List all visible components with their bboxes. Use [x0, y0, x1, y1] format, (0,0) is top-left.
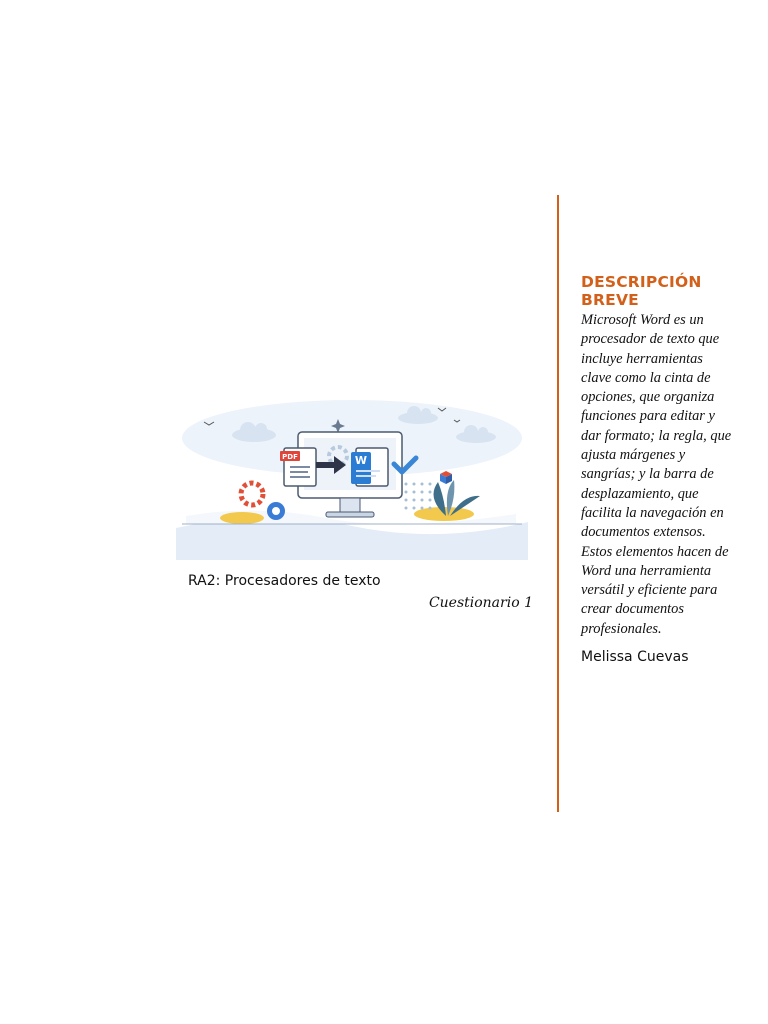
pdf-document-icon [280, 448, 316, 486]
gear-icon [241, 483, 263, 505]
svg-text:W: W [354, 454, 368, 467]
author-name: Melissa Cuevas [581, 649, 689, 666]
word-document-icon [351, 448, 388, 486]
cube-icon [440, 471, 452, 484]
cover-illustration [176, 398, 528, 560]
gear-icon [267, 502, 285, 520]
svg-text:PDF: PDF [282, 453, 298, 461]
sidebar-heading: DESCRIPCIÓN BREVE [581, 273, 702, 309]
sidebar-panel [581, 273, 733, 665]
document-caption: Cuestionario 1 [428, 595, 533, 611]
sidebar-description: Microsoft Word es un procesador de texto que incluye herramientas clave como la cinta de opciones, que organiza funciones para editar y dar formato; la regla, que ajusta márgenes y sangrías; y la barra de desplazamiento, que facilita la navegación en documentos extensos. Estos elementos hacen de Word una herramienta versátil y eficiente para crear documentos profesionales. [581, 312, 732, 637]
document-subtitle: RA2: Procesadores de texto [188, 573, 381, 589]
vertical-divider [557, 195, 559, 812]
